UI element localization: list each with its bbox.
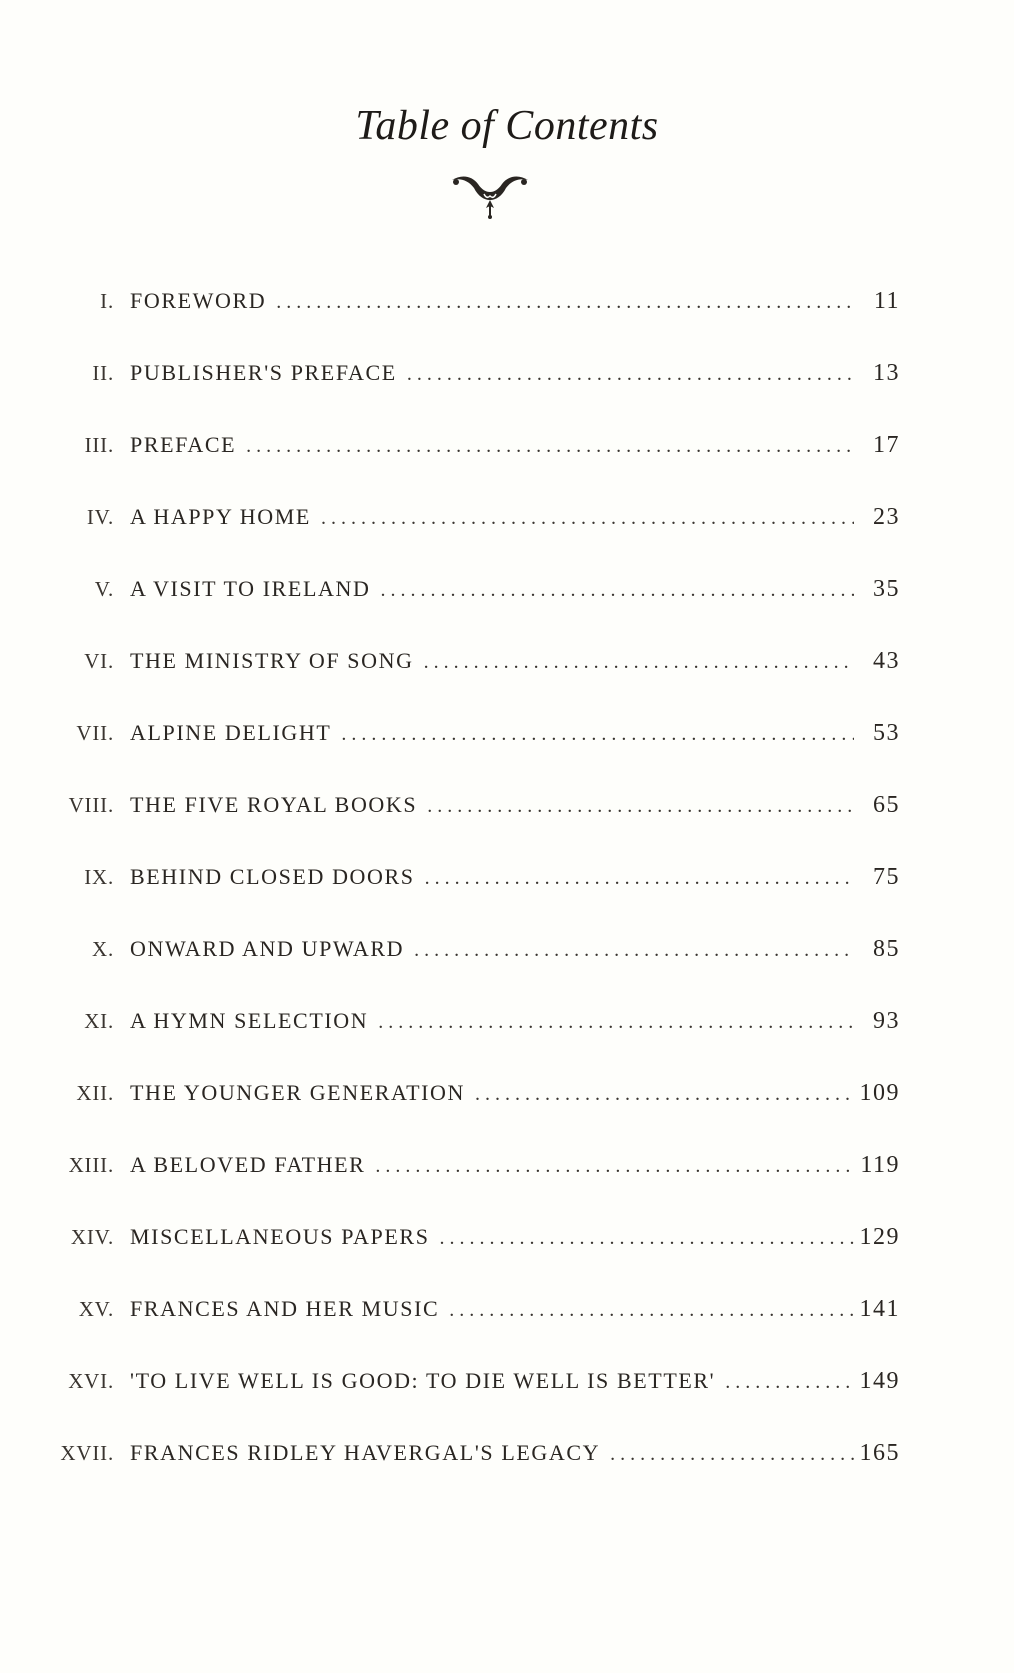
toc-entry <box>60 1296 900 1368</box>
page-number: 109 <box>859 1080 900 1106</box>
page-number: 141 <box>859 1296 900 1322</box>
dot-leader <box>475 1083 853 1106</box>
chapter-title: THE MINISTRY OF SONG <box>130 648 414 673</box>
page-number: 149 <box>859 1368 900 1394</box>
chapter-title: THE YOUNGER GENERATION <box>130 1080 466 1105</box>
page-number: 23 <box>873 504 900 530</box>
chapter-title: ONWARD AND UPWARD <box>130 936 405 961</box>
chapter-numeral: XI. <box>84 1009 114 1033</box>
toc-entry <box>60 1080 900 1152</box>
dot-leader <box>380 579 854 602</box>
dot-leader <box>246 435 854 458</box>
dot-leader <box>610 1443 853 1466</box>
dot-leader <box>427 795 854 818</box>
toc-entry <box>60 1152 900 1224</box>
toc-entry <box>60 360 900 432</box>
chapter-numeral: VI. <box>84 649 114 673</box>
chapter-numeral: IV. <box>86 505 114 529</box>
page-number: 35 <box>873 576 900 602</box>
chapter-title: BEHIND CLOSED DOORS <box>130 864 415 889</box>
toc-entry <box>60 504 900 576</box>
chapter-numeral: XIV. <box>70 1225 114 1249</box>
toc-entry <box>60 288 900 360</box>
chapter-title: A VISIT TO IRELAND <box>130 576 371 601</box>
chapter-numeral: XVI. <box>68 1369 114 1393</box>
chapter-numeral: V. <box>94 577 114 601</box>
dot-leader <box>407 363 854 386</box>
chapter-title: A HYMN SELECTION <box>130 1008 369 1033</box>
chapter-title: FRANCES RIDLEY HAVERGAL'S LEGACY <box>130 1440 601 1465</box>
chapter-numeral: X. <box>91 937 114 961</box>
page-number: 75 <box>873 864 900 890</box>
dot-leader <box>341 723 854 746</box>
toc-entry <box>60 864 900 936</box>
dot-leader <box>440 1227 854 1250</box>
dot-leader <box>321 507 854 530</box>
chapter-numeral: VIII. <box>68 793 114 817</box>
chapter-title: PREFACE <box>130 432 237 457</box>
dot-leader <box>449 1299 853 1322</box>
page-number: 119 <box>860 1152 900 1178</box>
chapter-numeral: III. <box>84 433 114 457</box>
table-of-contents <box>60 288 900 1512</box>
dot-leader <box>414 939 854 962</box>
chapter-numeral: IX. <box>84 865 114 889</box>
toc-entry <box>60 792 900 864</box>
toc-entry <box>60 1224 900 1296</box>
chapter-title: A HAPPY HOME <box>130 504 311 529</box>
page-number: 93 <box>873 1008 900 1034</box>
toc-entry <box>60 720 900 792</box>
toc-entry <box>60 936 900 1008</box>
toc-entry <box>60 1368 900 1440</box>
chapter-title: FRANCES AND HER MUSIC <box>130 1296 440 1321</box>
toc-entry <box>60 432 900 504</box>
toc-entry <box>60 1008 900 1080</box>
fleuron-ornament-icon <box>448 172 532 220</box>
chapter-numeral: XVII. <box>60 1441 114 1465</box>
chapter-title: 'TO LIVE WELL IS GOOD: TO DIE WELL IS BETTER' <box>130 1368 716 1393</box>
page-number: 11 <box>873 288 900 314</box>
dot-leader <box>276 291 854 314</box>
page-number: 53 <box>873 720 900 746</box>
chapter-numeral: II. <box>92 361 114 385</box>
page-title: Table of Contents <box>355 103 659 149</box>
page-number: 43 <box>873 648 900 674</box>
chapter-numeral: XIII. <box>68 1153 114 1177</box>
page-number: 17 <box>873 432 900 458</box>
toc-entry <box>60 576 900 648</box>
chapter-numeral: VII. <box>76 721 114 745</box>
dot-leader <box>375 1155 854 1178</box>
chapter-title: THE FIVE ROYAL BOOKS <box>130 792 418 817</box>
dot-leader <box>424 651 854 674</box>
chapter-title: MISCELLANEOUS PAPERS <box>130 1224 430 1249</box>
chapter-title: FOREWORD <box>130 288 267 313</box>
page-number: 165 <box>859 1440 900 1466</box>
chapter-title: A BELOVED FATHER <box>130 1152 366 1177</box>
chapter-title: ALPINE DELIGHT <box>130 720 332 745</box>
dot-leader <box>378 1011 854 1034</box>
page-number: 65 <box>873 792 900 818</box>
page-number: 85 <box>873 936 900 962</box>
chapter-numeral: XII. <box>76 1081 114 1105</box>
page-number: 13 <box>873 360 900 386</box>
toc-entry <box>60 648 900 720</box>
chapter-numeral: XV. <box>78 1297 114 1321</box>
toc-entry <box>60 1440 900 1512</box>
dot-leader <box>725 1371 853 1394</box>
page-number: 129 <box>859 1224 900 1250</box>
chapter-title: PUBLISHER'S PREFACE <box>130 360 397 385</box>
dot-leader <box>425 867 854 890</box>
chapter-numeral: I. <box>100 289 114 313</box>
